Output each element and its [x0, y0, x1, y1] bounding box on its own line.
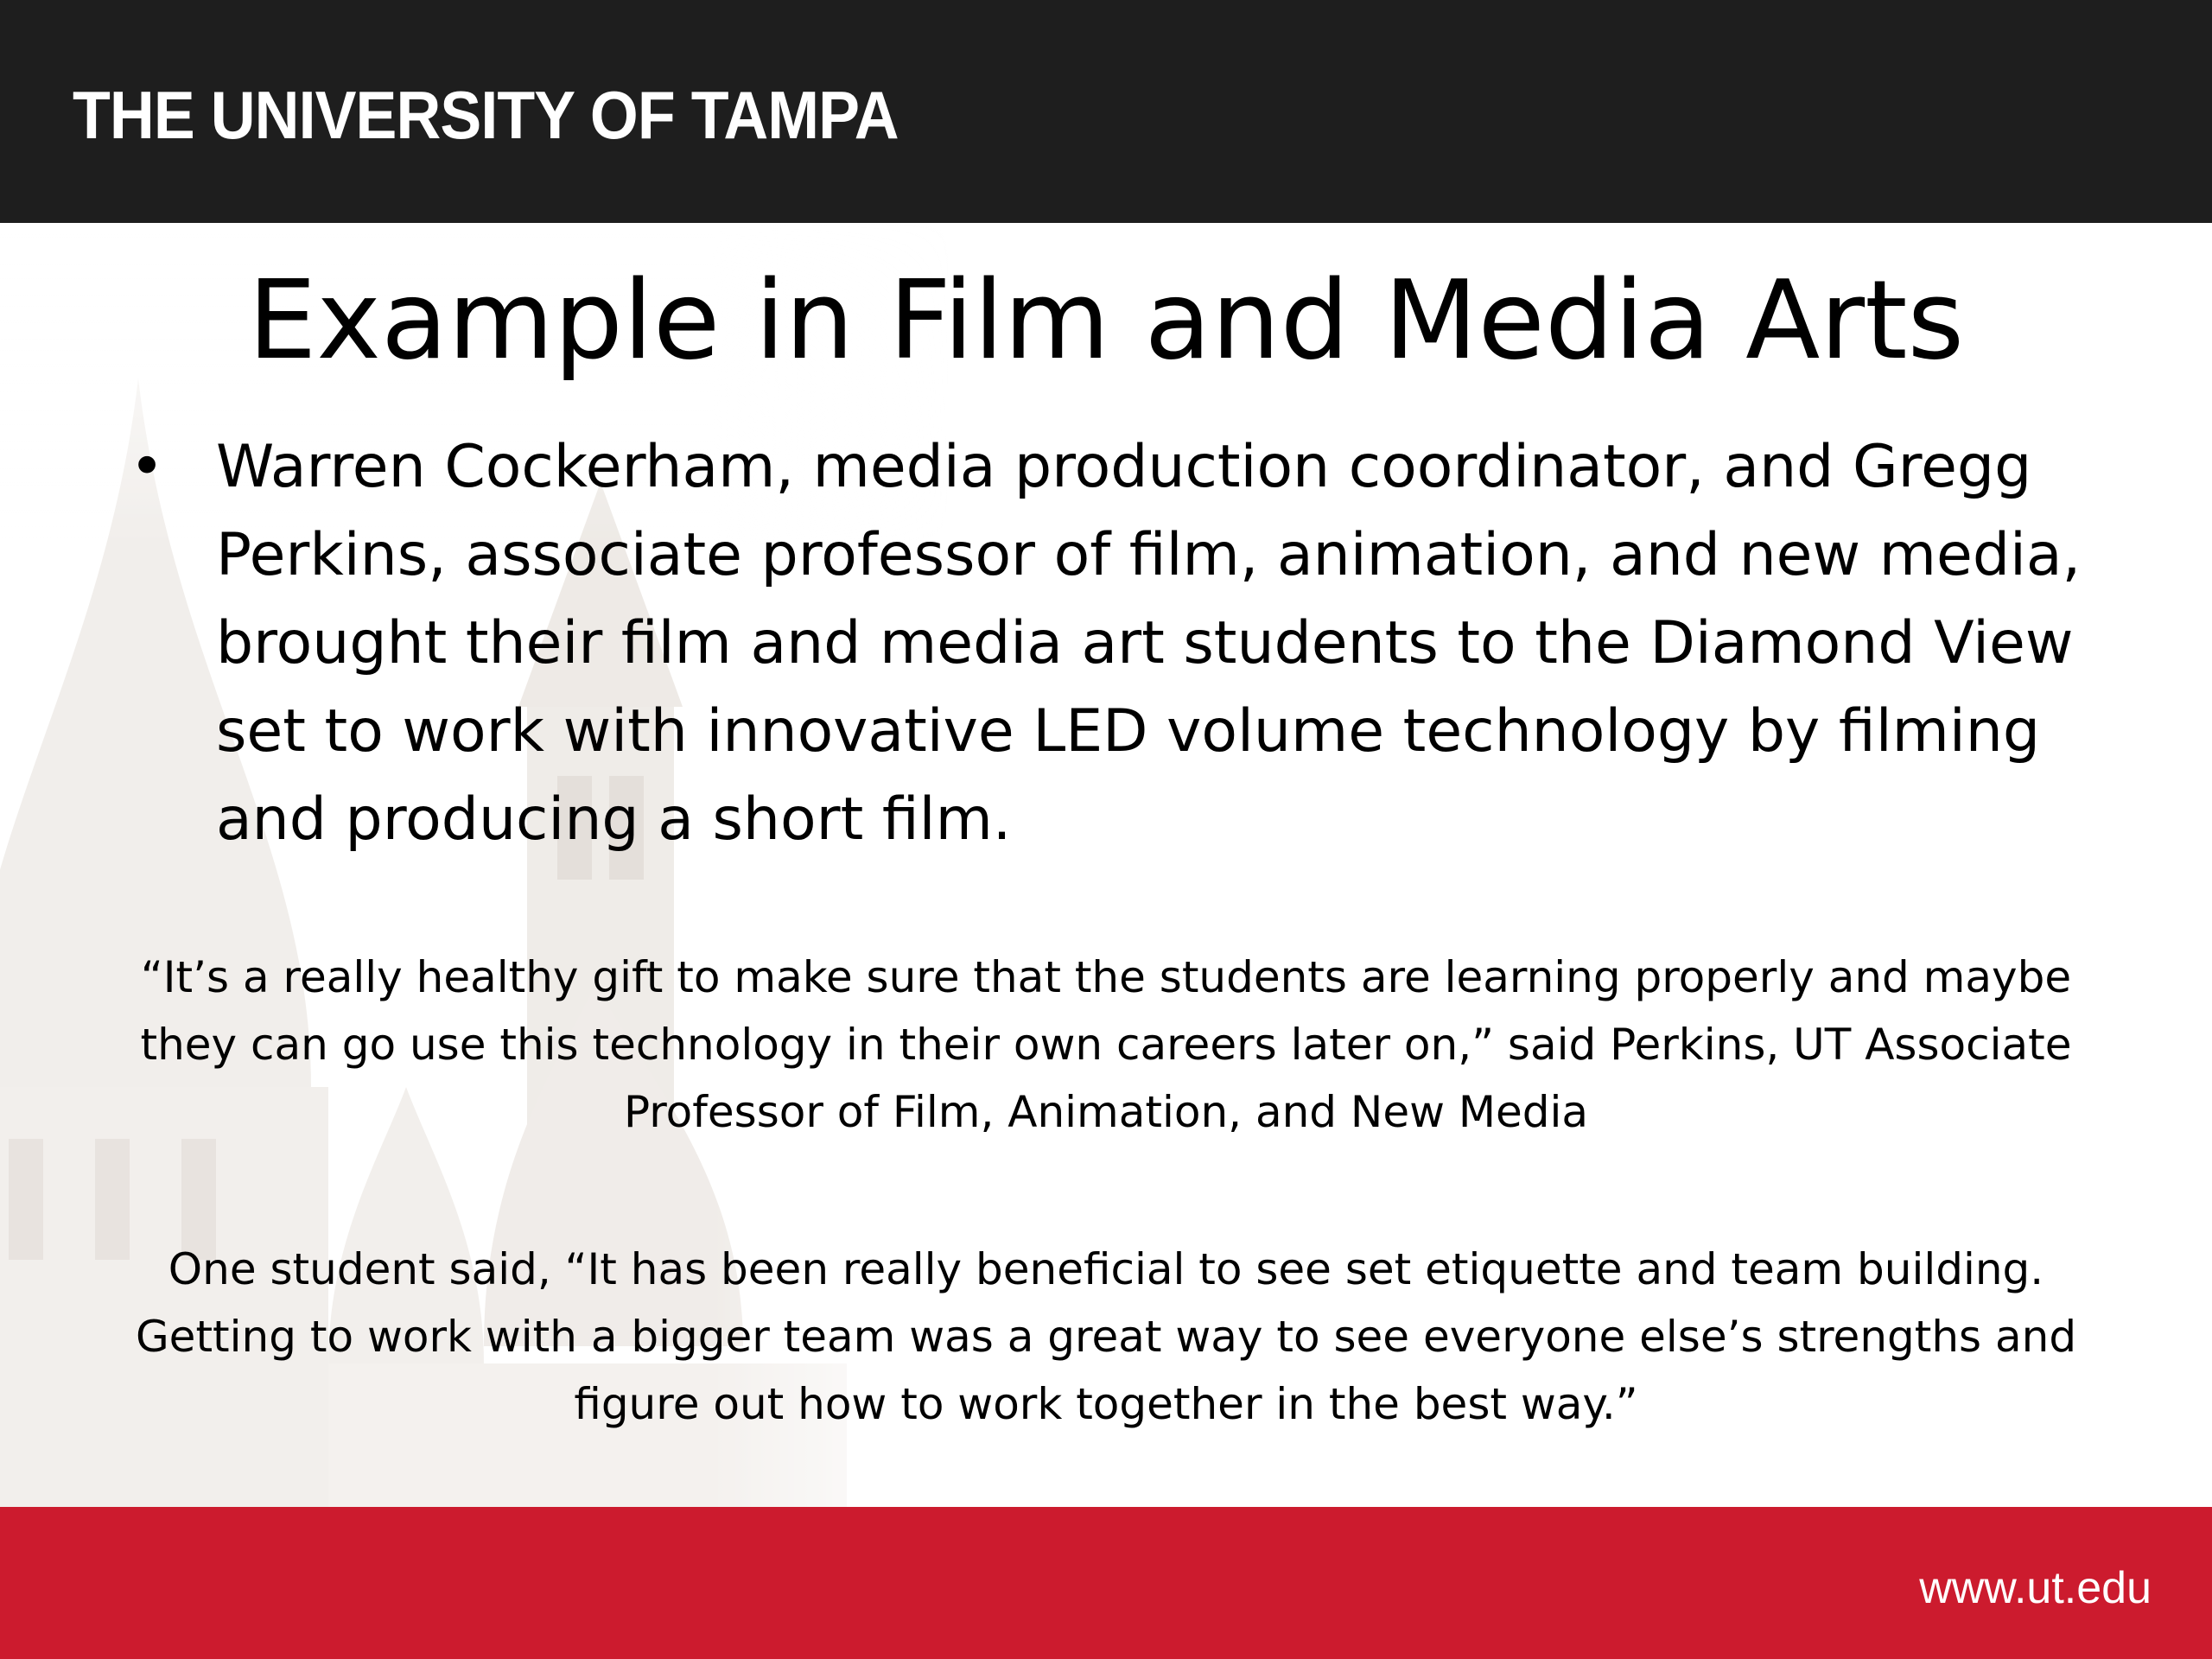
footer-url: www.ut.edu [1919, 1563, 2152, 1613]
footer-bar [0, 1507, 2212, 1659]
slide-title: Example in Film and Media Arts [247, 257, 1965, 384]
bullet-text: Warren Cockerham, media production coordinator, and Gregg Perkins, associate professor of film, animation, and new media, brought their film and media art students to the Diamond View set to work with innovative LED volume technology by filming and producing a short film. [216, 433, 2082, 854]
university-logo-text: THE UNIVERSITY OF TAMPA [73, 77, 899, 153]
student-quote: One student said, “It has been really beneficial to see set etiquette and team building. Getting to work with a bigger team was a great way to see everyone else’s strengths and figure out how to work together in the best way.” [135, 1244, 2077, 1429]
perkins-quote: “It’s a really healthy gift to make sure that the students are learning properly and maybe they can go use this technology in their own careers later on,” said Perkins, UT Associate Professor of Film, Animation, and New Media [140, 952, 2072, 1137]
bullet-marker: • [130, 433, 165, 501]
